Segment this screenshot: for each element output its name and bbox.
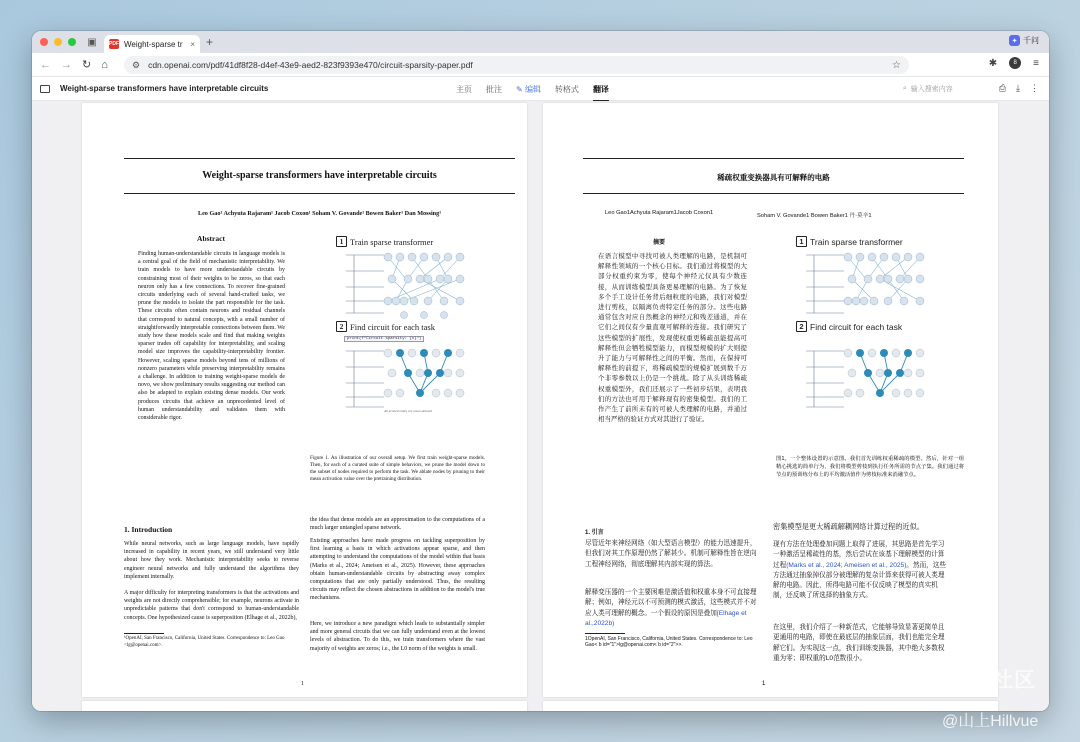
menu-icon[interactable]: ≡ bbox=[1033, 57, 1039, 69]
more-icon[interactable]: ⋮ bbox=[1030, 83, 1039, 93]
pdf-favicon-icon: PDF bbox=[109, 41, 119, 47]
cn-figure-step-2 bbox=[796, 321, 902, 332]
title-rule-bottom bbox=[124, 193, 515, 194]
print-icon[interactable]: ⎙ bbox=[998, 83, 1007, 93]
pdf-page-2-original bbox=[82, 701, 527, 711]
cn-figure-step-2-label: Find circuit for each task bbox=[810, 321, 903, 332]
search-icon: ⌕ bbox=[902, 84, 907, 92]
cn-col2-paragraph-1-tail: 。然而，这些方法通过抽象掉仅部分被理解的复杂计算来获得可被人类理解的电路。因此，所得电路可能不仅反映了模型的真实机制，还反映了所选择的抽象方式。 bbox=[773, 561, 946, 600]
forward-icon[interactable]: → bbox=[61, 58, 72, 71]
cn-figure-caption: 图1。一个整体设置的示意图。我们首先训练权重稀疏的模型。然后，针对一组精心挑选的简单行为，我们将模型剪枝到执行任务所需的节点子集。我们通过将节点的预训练分布上的平均激活值作为剪枝标准来消融节点。 bbox=[776, 456, 964, 478]
cn-paper-title: 稀疏权重变换器具有可解释的电路 bbox=[717, 173, 830, 182]
abstract-heading: Abstract bbox=[197, 234, 225, 243]
cn-footnote: 1OpenAI, San Francisco, California, United States. Correspondence to: Leo Gao< b id="1">lg@openai.com< b id="2">>. bbox=[585, 636, 753, 649]
tab-title: Weight-sparse tr bbox=[124, 39, 183, 49]
cn-authors-a: Leo Gao1Achyuta Rajaram1Jacob Coxon1 bbox=[605, 210, 714, 216]
col2-paragraph-3: Here, we introduce a new paradigm which leads to substantially simpler and more general circuits that we can fully understand even at the lowest levels of abstraction. To do this, we train transformers where the vast majority of weights are zeros; i.e., the L0 norm of the weights is small. bbox=[310, 621, 485, 652]
figure-step-2-label: Find circuit for each task bbox=[350, 321, 435, 332]
figure-code-snippet: print(f"Circuit sparsity: {x}") bbox=[344, 336, 424, 342]
tab-annotate[interactable]: 批注 bbox=[486, 84, 502, 94]
sparse-circuit-diagram bbox=[344, 345, 484, 413]
cn-step-1-badge: 1 bbox=[796, 236, 807, 247]
document-title: Weight-sparse transformers have interpretable circuits bbox=[60, 84, 269, 93]
cn-intro-paragraph-2 bbox=[585, 588, 759, 629]
intro-paragraph-2: A major difficulty for interpreting transformers is that the activations and weights are not directly comprehensible; for example, neurons activate in unpredictable patterns that don't correspond to human-understandable concepts. One hypothesized cause is superposition (Elhage et al., 2022b), bbox=[124, 590, 299, 621]
assistant-label: 千问 bbox=[1023, 36, 1039, 45]
edit-icon: ✎ bbox=[516, 84, 523, 94]
pdf-page-translation bbox=[543, 103, 998, 697]
search-placeholder: 输入搜索内容 bbox=[910, 85, 953, 93]
minimize-window-button[interactable] bbox=[54, 38, 62, 46]
cn-step-2-badge: 2 bbox=[796, 321, 807, 332]
cn-abstract-heading: 摘要 bbox=[653, 240, 666, 246]
intro-paragraph-1: While neural networks, such as large language models, have rapidly increased in capability in recent years, we still understand very little about how they work. Mechanistic interpretability seeks to reverse engineer neural networks and fully understand the algorithms they implement internally. bbox=[124, 541, 299, 580]
dense-network-diagram bbox=[344, 249, 484, 319]
cn-page-number: 1 bbox=[762, 681, 766, 687]
abstract-body: Finding human-understandable circuits in language models is a central goal of the field of mechanistic interpretability. We train models to have more understandable circuits by constraining most of their weights to be zeros, so that each neuron only has a few connections. To recover fine-grained circuits underlying each of several hand-crafted tasks, we prune the models to isolate the part responsible for the task. These circuits often contain neurons and residual channels that correspond to natural concepts, with a small number of straightforwardly interpretable connections between them. We study how these models scale and find that making weights sparser trades off capability for interpretability, and scaling model size improves the capability-interpretability frontier. However, scaling sparse models beyond tens of millions of nonzero parameters while preserving interpretability remains a challenge. In addition to training weight-sparse models de novo, we show preliminary results suggesting our method can also be adapted to explain existing dense models. Our work produces circuits that achieve an unprecedented level of human understandability and validates them with considerable rigor. bbox=[138, 251, 285, 422]
tab-overview-icon[interactable]: ▣ bbox=[87, 36, 97, 48]
profile-avatar[interactable]: 8 bbox=[1009, 57, 1021, 69]
cn-sparse-circuit-diagram bbox=[804, 345, 944, 413]
cn-col2-paragraph-1-text: 现有方法在处理叠加问题上取得了进展，其思路是首先学习一种激活呈稀疏性的基，然后尝试在该基下理解模型的计算过程 bbox=[773, 541, 945, 569]
pdf-search-box[interactable] bbox=[897, 80, 989, 97]
pdf-viewer[interactable] bbox=[32, 101, 1049, 711]
paper-authors: Leo Gao¹ Achyuta Rajaram¹ Jacob Coxon¹ Soham V. Govande¹ Bowen Baker¹ Dan Mossing¹ bbox=[197, 210, 442, 217]
reload-icon[interactable]: ↻ bbox=[82, 59, 92, 71]
cn-figure-step-1 bbox=[796, 236, 903, 247]
home-icon[interactable]: ⌂ bbox=[101, 58, 108, 71]
title-rule-top bbox=[124, 158, 515, 159]
tab-close-icon[interactable]: × bbox=[190, 39, 195, 49]
tab-bar bbox=[32, 31, 1049, 53]
sidebar-toggle-icon[interactable] bbox=[40, 85, 50, 93]
cn-intro-heading: 1. 引言 bbox=[585, 530, 604, 536]
cn-abstract-body: 在语言模型中寻找可被人类理解的电路，是机制可解释性领域的一个核心目标。我们通过将模型的大部分权重约束为零，使每个神经元仅具有少数连接，从而训练模型具备更易理解的电路。为了恢复多个手工设计任务背后细粒度的电路，我们对模型进行剪枝，以隔离负责特定任务的部分。这些电路通常包含对应自然概念的神经元和残差通道，并在它们之间仅有少量直观可解释的连接。我们研究了这些模型的扩展性，发现使权重更稀疏虽能提高可解释性但会牺牲模型能力，而模型规模的扩大则提升了能力与可解释性之间的平衡。然而，在保持可解释性的前提下，将稀疏模型的规模扩展到数千万个非零参数以上仍是一个挑战。除了从头训练稀疏权重模型外，我们还展示了一些初步结果，表明我们的方法也可用于解释现有的密集模型。我们的工作产生了前所未有的可被人类理解的电路，并通过相当严格的验证方式对其进行了验证。 bbox=[598, 253, 747, 424]
pdf-page-original bbox=[82, 103, 527, 697]
footnote: ¹OpenAI, San Francisco, California, United States. Correspondence to: Leo Gao <lg@openai.com>. bbox=[124, 636, 285, 648]
cn-figure-step-1-label: Train sparse transformer bbox=[810, 236, 903, 247]
intro-heading: 1. Introduction bbox=[124, 525, 173, 534]
cn-intro-paragraph-2-text: 解释变压器的一个主要困难是激活值和权重本身不可直接理解；例如，神经元以不可预测的模式激活，这些模式并不对应人类可理解的概念。一个假设的原因是叠加 bbox=[585, 589, 757, 617]
cn-col2-paragraph-0: 密集模型是更大稀疏解耦网络计算过程的近似。 bbox=[773, 522, 924, 531]
browser-window bbox=[32, 31, 1049, 711]
site-settings-icon[interactable]: ⚙ bbox=[132, 59, 141, 70]
figure-note: All pruned nodes are mean-ablated bbox=[384, 409, 432, 413]
figure-step-2 bbox=[336, 321, 435, 332]
cn-col2-citation[interactable]: (Marks et al., 2024; Ameisen et al., 2025) bbox=[786, 561, 907, 569]
tab-translate[interactable]: 翻译 bbox=[592, 84, 609, 94]
browser-tab[interactable] bbox=[104, 35, 200, 53]
tab-home[interactable]: 主页 bbox=[456, 84, 472, 94]
url-text: cdn.openai.com/pdf/41df8f28-d4ef-43e9-aed2-823f9393e470/circuit-sparsity-paper.pdf bbox=[148, 60, 473, 70]
cn-title-rule-top bbox=[583, 158, 964, 159]
pdf-toolbar bbox=[32, 77, 1049, 101]
pdf-tabs bbox=[456, 77, 609, 101]
extensions-icon[interactable]: ✱ bbox=[988, 57, 998, 69]
pdf-page-2-translation bbox=[543, 701, 998, 711]
step-2-badge: 2 bbox=[336, 321, 347, 332]
close-window-button[interactable] bbox=[40, 38, 48, 46]
col2-paragraph-1: the idea that dense models are an approximation to the computations of a much larger untangled sparse network. bbox=[310, 517, 485, 532]
download-icon[interactable]: ⤓ bbox=[1016, 83, 1020, 93]
tab-convert[interactable]: 转格式 bbox=[554, 84, 579, 94]
cn-footnote-rule bbox=[585, 633, 625, 634]
cn-intro-paragraph-1: 尽管近年来神经网络（如大型语言模型）的能力迅速提升，但我们对其工作原理仍然了解甚少。机制可解释性旨在逆向工程神经网络，彻底理解其内部实现的算法。 bbox=[585, 540, 757, 568]
bookmark-star-icon[interactable]: ☆ bbox=[892, 59, 901, 71]
cn-intro-citation[interactable]: [Elhage et al.,2022b) bbox=[585, 609, 747, 627]
tab-edit-label: 编辑 bbox=[524, 84, 541, 94]
tab-edit[interactable] bbox=[516, 84, 541, 95]
figure-caption: Figure 1. An illustration of our overall setup. We first train weight-sparse models. Then, for each of a curated suite of simple behaviors, we prune the model down to the subset of nodes required to perform the task. We ablate nodes by pruning to their mean activation value over the pretraining distribution. bbox=[310, 455, 485, 482]
traffic-lights bbox=[40, 38, 76, 46]
watermark-handle: @山上Hillvue bbox=[942, 713, 1039, 730]
cn-dense-network-diagram bbox=[804, 249, 944, 319]
assistant-button[interactable] bbox=[1009, 35, 1039, 46]
cn-col2-paragraph-1 bbox=[773, 540, 951, 602]
watermark-brand: 老虎社区 bbox=[948, 669, 1036, 692]
footnote-rule bbox=[124, 633, 164, 634]
new-tab-button[interactable]: + bbox=[206, 35, 214, 49]
assistant-icon: ✦ bbox=[1009, 35, 1020, 46]
step-1-badge: 1 bbox=[336, 236, 347, 247]
figure-step-1-label: Train sparse transformer bbox=[350, 236, 434, 247]
address-bar-row bbox=[32, 53, 1049, 77]
url-field[interactable] bbox=[124, 56, 909, 74]
pdf-toolbar-actions bbox=[897, 80, 1039, 97]
page-number: 1 bbox=[301, 681, 304, 687]
watermark-logo-icon bbox=[908, 664, 938, 694]
back-icon[interactable]: ← bbox=[40, 58, 51, 71]
cn-authors-b: Soham V. Govande1 Bowen Baker1 丹·莫辛1 bbox=[757, 213, 872, 219]
browser-actions bbox=[989, 57, 1039, 69]
maximize-window-button[interactable] bbox=[68, 38, 76, 46]
paper-title: Weight-sparse transformers have interpretable circuits bbox=[202, 170, 437, 181]
cn-title-rule-bottom bbox=[583, 193, 964, 194]
cn-col2-paragraph-2: 在这里，我们介绍了一种新范式，它能够导致显著更简单且更通用的电路，即使在最底层的抽象层面，我们也能完全理解它们。为实现这一点，我们训练变换器，其中绝大多数权重为零；即权重的L0范数很小。 bbox=[773, 624, 945, 662]
figure-step-1 bbox=[336, 236, 433, 247]
col2-paragraph-2: Existing approaches have made progress on tackling superposition by first learning a basis in which activations appear sparse, and then attempting to understand the computations of the model within that basis (Marks et al., 2024; Ameisen et al., 2025). However, these approaches obtain human-understandable circuits by abstracting away complex computations that are only partially understood. Thus, the resulting circuits may reflect the chosen abstractions in addition to the model's true mechanisms. bbox=[310, 538, 485, 602]
